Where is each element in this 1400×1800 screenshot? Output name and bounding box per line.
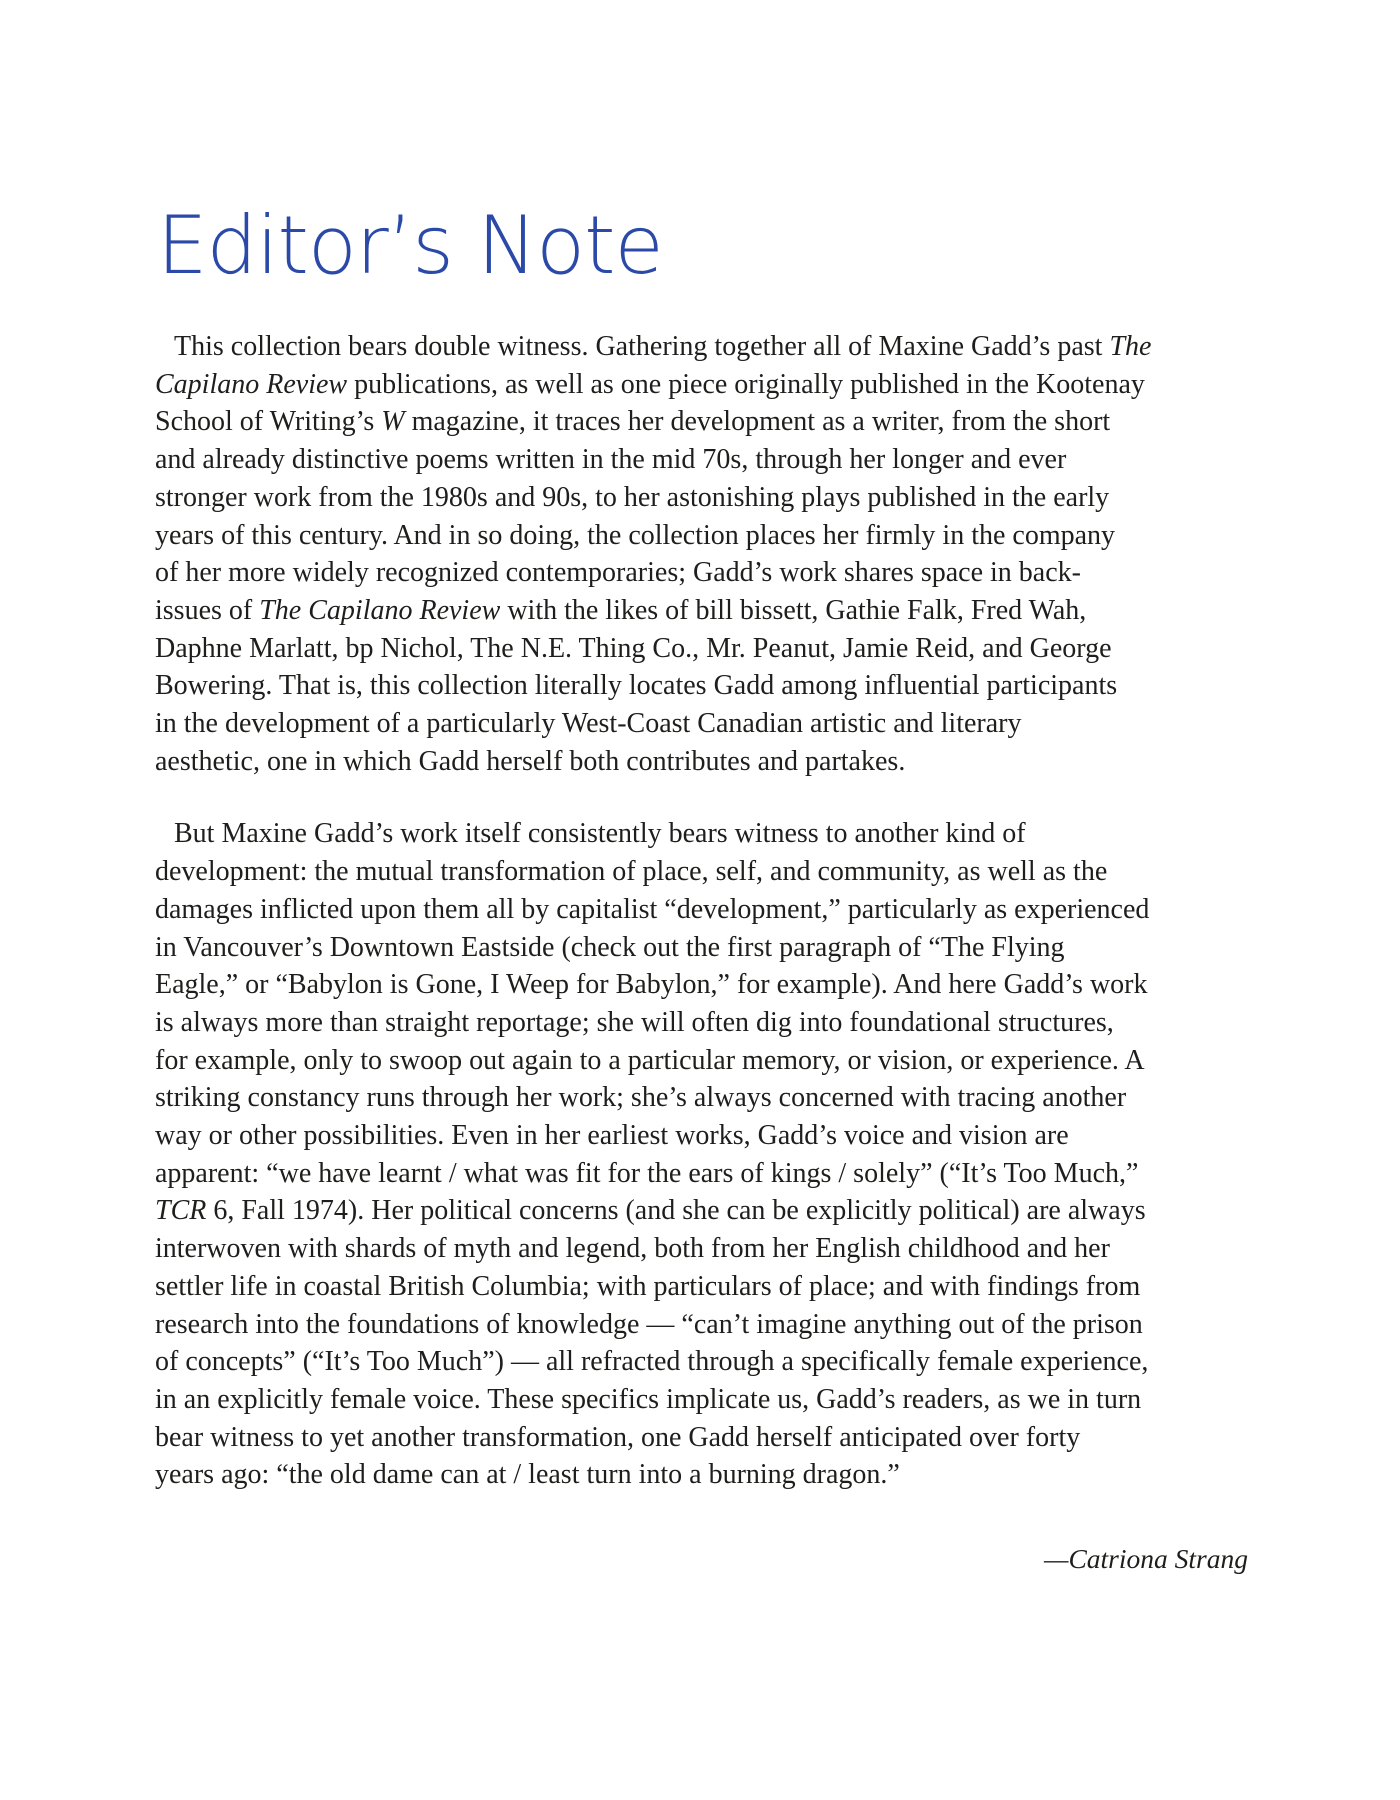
text-line: issues of The Capilano Review with the likes of bill bissett, Gathie Falk, Fred Wah, [155,594,1087,626]
text-line: apparent: “we have learnt / what was fit for the ears of kings / solely” (“It’s Too Much,” [155,1157,1139,1189]
text-line: in the development of a particularly West-Coast Canadian artistic and literary [155,708,1022,740]
text-line: in Vancouver’s Downtown Eastside (check out the first paragraph of “The Flying [155,931,1065,963]
text-line: This collection bears double witness. Gathering together all of Maxine Gadd’s past The [174,331,1152,362]
text-line: for example, only to swoop out again to a particular memory, or vision, or experience. A [155,1044,1145,1076]
text-line: in an explicitly female voice. These specifics implicate us, Gadd’s readers, as we in turn [155,1383,1142,1415]
paragraph-1 [155,328,1257,780]
text-line: development: the mutual transformation of place, self, and community, as well as the [155,856,1108,888]
text-line: Daphne Marlatt, bp Nichol, The N.E. Thing Co., Mr. Peanut, Jamie Reid, and George [155,632,1112,664]
text-line: research into the foundations of knowledge — “can’t imagine anything out of the prison [155,1308,1143,1340]
body-text [155,328,1257,1494]
text-line: settler life in coastal British Columbia; with particulars of place; and with findings from [155,1270,1141,1302]
text-line: years ago: “the old dame can at / least turn into a burning dragon.” [155,1459,900,1491]
paragraph-2 [155,815,1257,1494]
text-line: But Maxine Gadd’s work itself consistently bears witness to another kind of [174,818,1026,850]
text-line: aesthetic, one in which Gadd herself both contributes and partakes. [155,745,906,777]
text-line: years of this century. And in so doing, the collection places her firmly in the company [155,519,1116,551]
text-line: Bowering. That is, this collection literally locates Gadd among influential participants [155,670,1118,702]
text-line: Capilano Review publications, as well as one piece originally published in the Kootenay [155,368,1145,400]
text-line: Eagle,” or “Babylon is Gone, I Weep for Babylon,” for example). And here Gadd’s work [155,969,1148,1001]
editor-signature: —Catriona Strang [1044,1543,1248,1574]
text-line: TCR 6, Fall 1974). Her political concerns (and she can be explicitly political) are always [155,1195,1146,1227]
text-line: bear witness to yet another transformation, one Gadd herself anticipated over forty [155,1421,1081,1453]
text-line: and already distinctive poems written in the mid 70s, through her longer and ever [155,444,1067,476]
text-line: way or other possibilities. Even in her earliest works, Gadd’s voice and vision are [155,1120,1069,1152]
text-line: damages inflicted upon them all by capitalist “development,” particularly as experienced [155,893,1150,925]
text-line: of concepts” (“It’s Too Much”) — all refracted through a specifically female experience, [155,1346,1149,1378]
text-line: School of Writing’s W magazine, it traces her development as a writer, from the short [155,406,1111,438]
page-title: Editor’s Note [157,198,663,292]
text-line: of her more widely recognized contemporaries; Gadd’s work shares space in back- [155,557,1081,589]
text-line: stronger work from the 1980s and 90s, to her astonishing plays published in the early [155,481,1110,513]
text-line: interwoven with shards of myth and legend, both from her English childhood and her [155,1233,1110,1265]
text-line: striking constancy runs through her work; she’s always concerned with tracing another [155,1082,1127,1114]
text-line: is always more than straight reportage; she will often dig into foundational structures, [155,1006,1114,1038]
